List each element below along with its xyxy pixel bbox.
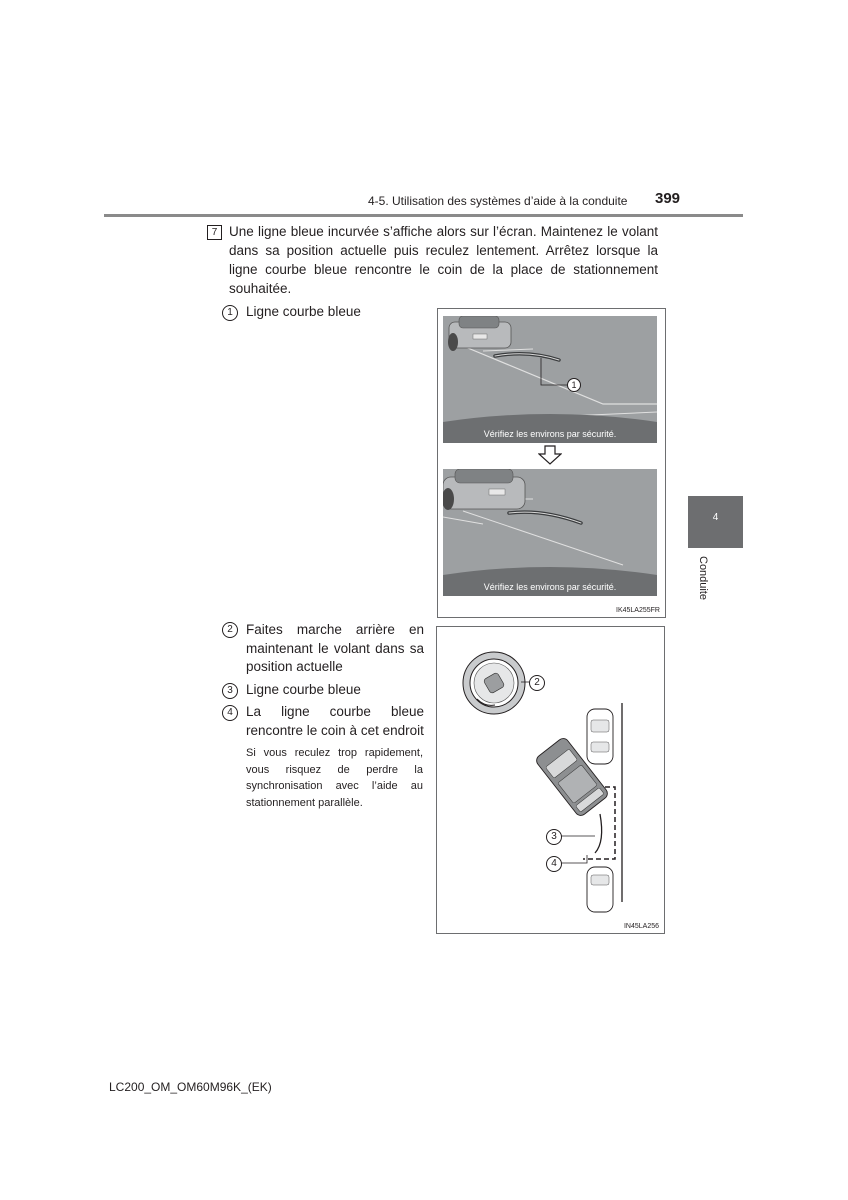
section-title: 4-5. Utilisation des systèmes d’aide à la conduite [368,194,628,208]
footer-document-code: LC200_OM_OM60M96K_(EK) [109,1080,272,1094]
rear-camera-view-illustration-2 [443,469,657,596]
chapter-tab [688,496,743,548]
legend-number-2: 2 [222,622,238,638]
callout-2: 2 [529,675,545,691]
camera-screen-figure [437,308,666,618]
parked-car-rear-icon [587,867,613,912]
figure-code-top: IK45LA255FR [616,607,660,614]
parked-car-icon [443,469,525,510]
callout-4: 4 [546,856,562,872]
step-text: Une ligne bleue incurvée s’affiche alors sur l’écran. Maintenez le volant dans sa position actuelle puis reculez lentement. Arrêtez lorsque la ligne courbe bleue rencontre le coin de la place de stationnement souhaitée. [229,224,658,296]
screen-caption-2: Vérifiez les environs par sécurité. [483,582,617,592]
legend-text-4: La ligne courbe bleue rencontre le coin à cet endroit [246,704,424,738]
parking-maneuver-illustration [437,627,664,933]
note-text: Si vous reculez trop rapidement, vous risquez de perdre la synchronisation avec l’aide au stationnement parallèle. [246,747,423,809]
chapter-name: Conduite [697,556,709,601]
header-rule [104,214,743,217]
rear-camera-view-illustration-1 [443,316,657,443]
legend-text-3: Ligne courbe bleue [246,682,361,697]
down-arrow-icon [538,445,562,465]
chapter-number: 4 [712,512,719,523]
legend-text-1: Ligne courbe bleue [246,304,361,319]
step-number: 7 [207,225,222,240]
camera-screen-1 [443,316,657,443]
callout-3: 3 [546,829,562,845]
page-number: 399 [655,190,681,207]
legend-number-1: 1 [222,305,238,321]
legend-number-4: 4 [222,705,238,721]
parking-maneuver-figure [436,626,665,934]
legend-text-2: Faites marche arrière en maintenant le volant dans sa position actuelle [246,622,424,674]
legend-number-3: 3 [222,683,238,699]
screen-caption-1: Vérifiez les environs par sécurité. [483,429,617,439]
camera-screen-2 [443,469,657,596]
parked-car-front-icon [587,709,613,764]
figure-code-bottom: IN45LA256 [623,923,659,930]
steering-wheel-icon [463,652,525,714]
callout-1: 1 [567,378,581,392]
